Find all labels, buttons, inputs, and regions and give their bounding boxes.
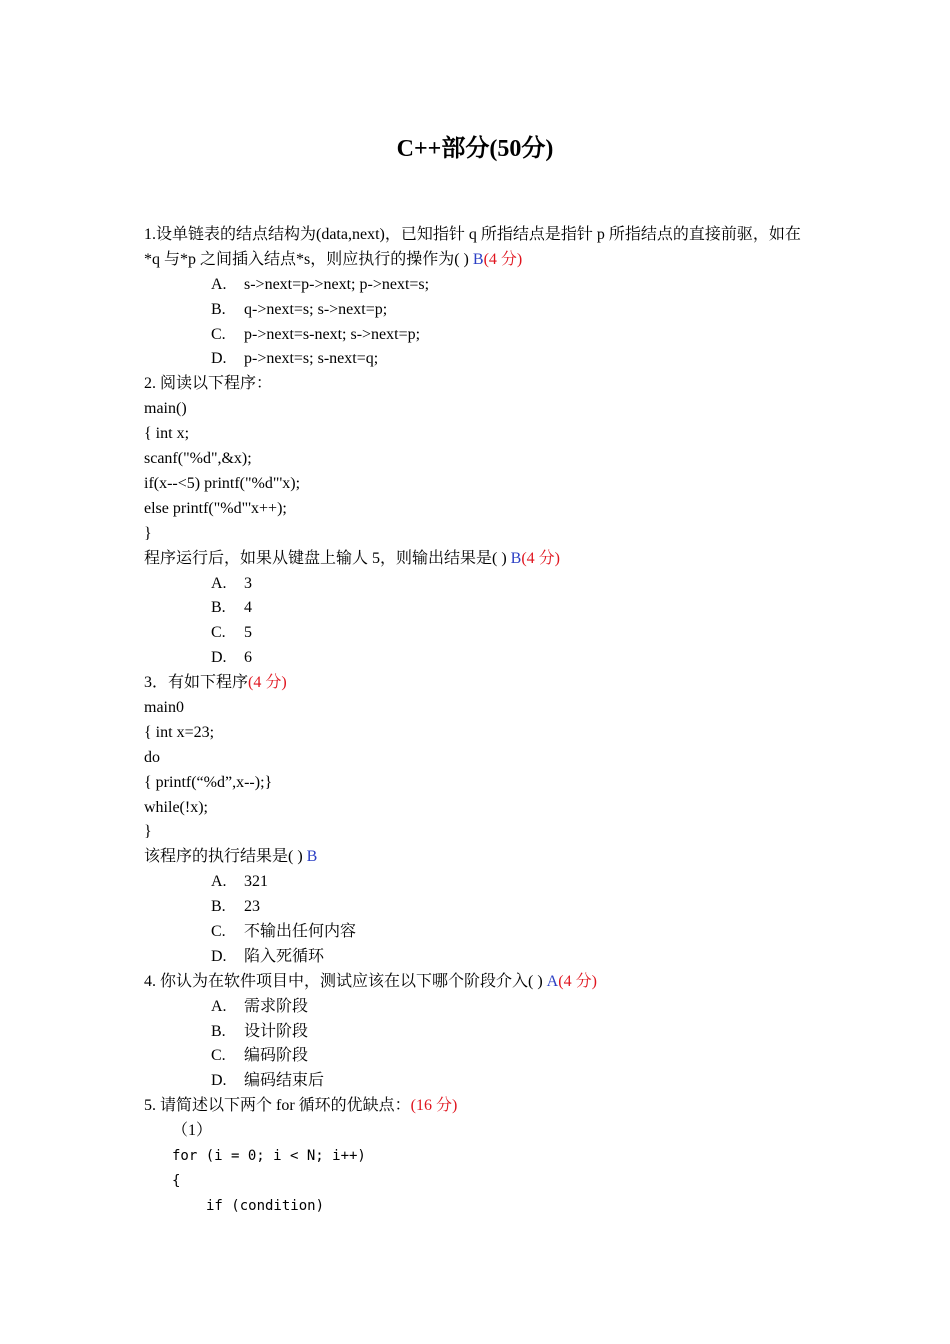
question-2-points: (4 分) xyxy=(521,549,561,567)
q1-option-c: C. p->next=s-next; s->next=p; xyxy=(211,325,421,343)
q4-option-b: B. 设计阶段 xyxy=(211,1022,309,1040)
q3-code-line: { int x=23; xyxy=(144,723,215,741)
page-title: C++部分(50分) xyxy=(396,136,554,162)
q5-code-line: if (condition) xyxy=(206,1197,325,1214)
question-1-points: (4 分) xyxy=(483,250,523,268)
q2-option-d: D. 6 xyxy=(211,649,252,667)
q1-option-a: A. s->next=p->next; p->next=s; xyxy=(211,275,430,293)
question-3-answer: B xyxy=(306,848,318,866)
question-2-answer: B xyxy=(510,549,522,567)
q4-option-a: A. 需求阶段 xyxy=(211,997,309,1015)
question-1-text: 1.设单链表的结点结构为(data,next)，已知指针 q 所指结点是指针 p 所指结点的直接前驱，如在*q 与*p 之间插入结点*s，则应执行的操作为( ) xyxy=(144,226,801,268)
q3-option-c: C. 不输出任何内容 xyxy=(211,922,357,940)
question-3-heading: 3．有如下程序(4 分) xyxy=(144,674,287,692)
question-2-heading: 2. 阅读以下程序： xyxy=(144,375,273,393)
question-2-text: 程序运行后，如果从键盘上输人 5，则输出结果是( ) B(4 分) xyxy=(144,549,561,567)
q2-code-line: main() xyxy=(144,400,187,418)
q1-option-d: D. p->next=s; s-next=q; xyxy=(211,350,379,368)
q4-option-c: C. 编码阶段 xyxy=(211,1047,309,1065)
question-5-points: (16 分) xyxy=(410,1097,458,1115)
question-3-points: (4 分) xyxy=(248,674,287,692)
question-3-text: 该程序的执行结果是( ) B xyxy=(144,848,318,866)
q5-sub-label: （1） xyxy=(172,1122,213,1140)
q4-option-d: D. 编码结束后 xyxy=(211,1072,325,1090)
question-4-points: (4 分) xyxy=(558,972,597,990)
question-5-text: 5. 请简述以下两个 for 循环的优缺点：(16 分) xyxy=(144,1097,458,1115)
q2-code-line: { int x; xyxy=(144,425,190,443)
q2-option-a: A. 3 xyxy=(211,574,252,592)
exam-content xyxy=(144,223,814,1219)
q2-code-line: } xyxy=(144,524,152,542)
question-1 xyxy=(144,223,814,273)
question-4-text: 4. 你认为在软件项目中，测试应该在以下哪个阶段介入( ) A(4 分) xyxy=(144,972,597,990)
question-1-answer: B xyxy=(472,250,484,268)
q3-code-line: main0 xyxy=(144,698,184,716)
q5-code-line: { xyxy=(172,1172,181,1189)
q3-code-line: do xyxy=(144,748,160,766)
q5-code-line: for (i = 0; i < N; i++) xyxy=(172,1147,366,1164)
q1-option-b: B. q->next=s; s->next=p; xyxy=(211,300,388,318)
q3-option-b: B. 23 xyxy=(211,898,260,916)
q2-code-line: else printf("%d"'x++); xyxy=(144,499,287,517)
question-4-answer: A xyxy=(546,972,559,990)
q2-option-b: B. 4 xyxy=(211,599,252,617)
q2-code-line: if(x--<5) printf("%d"'x); xyxy=(144,474,301,492)
q2-option-c: C. 5 xyxy=(211,624,252,642)
q3-option-a: A. 321 xyxy=(211,873,268,891)
q3-code-line: while(!x); xyxy=(144,798,208,816)
q3-code-line: } xyxy=(144,823,152,841)
q2-code-line: scanf("%d",&x); xyxy=(144,450,252,468)
q3-option-d: D. 陷入死循环 xyxy=(211,947,325,965)
q3-code-line: { printf(“%d”,x--);} xyxy=(144,773,273,791)
